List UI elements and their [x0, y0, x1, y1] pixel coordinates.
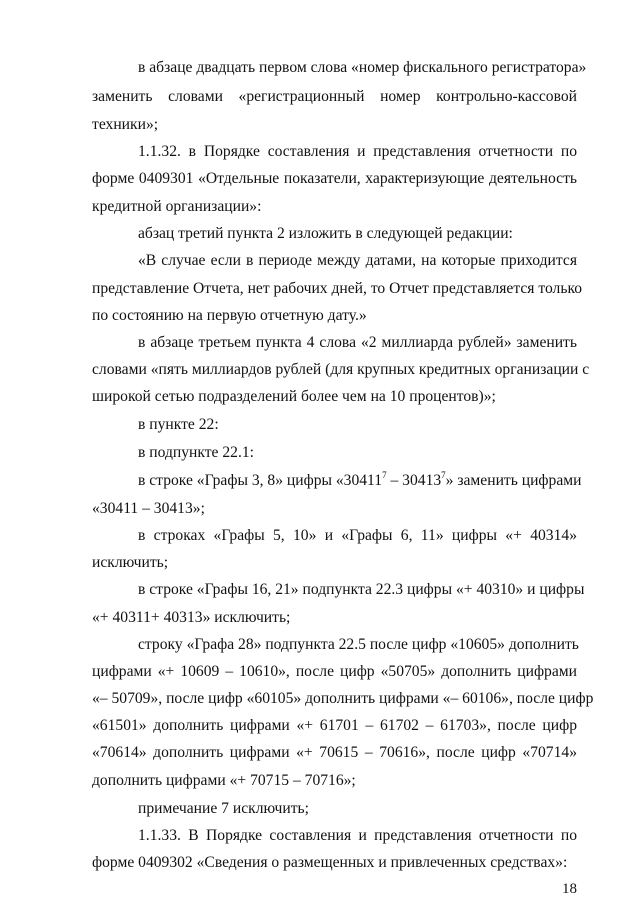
text-line: заменить словами «регистрационный номер контрольно-кассовой	[92, 88, 577, 105]
text-line-with-superscripts	[138, 469, 582, 491]
text-line: в абзаце двадцать первом слова «номер фискального регистратора»	[138, 59, 587, 76]
text-line: цифрами «+ 10609 – 10610», после цифр «50705» дополнить цифрами	[92, 663, 577, 680]
text-line: форме 0409302 «Сведения о размещенных и привлеченных средствах»:	[92, 854, 568, 871]
text-line: абзац третий пункта 2 изложить в следующей редакции:	[138, 225, 513, 242]
text-fragment: в строке «Графы 3, 8» цифры «30411	[138, 472, 383, 489]
superscript: 7	[382, 469, 387, 480]
text-line: «70614» дополнить цифрами «+ 70615 – 70616», после цифр «70714»	[92, 744, 577, 761]
text-line: в строке «Графы 16, 21» подпункта 22.3 цифры «+ 40310» и цифры	[138, 581, 585, 598]
text-line: 1.1.33. В Порядке составления и представления отчетности по	[138, 827, 577, 844]
text-line: в абзаце третьем пункта 4 слова «2 миллиарда рублей» заменить	[138, 334, 577, 351]
text-line: в подпункте 22.1:	[138, 444, 255, 461]
text-line: строку «Графа 28» подпункта 22.5 после цифр «10605» дополнить	[138, 636, 579, 653]
text-line: в пункте 22:	[138, 416, 219, 433]
text-line: широкой сетью подразделений более чем на 10 процентов)»;	[92, 388, 496, 405]
text-line: «– 50709», после цифр «60105» дополнить цифрами «– 60106», после цифр	[92, 690, 594, 707]
text-line: 1.1.32. в Порядке составления и представления отчетности по	[138, 143, 577, 160]
text-line: представление Отчета, нет рабочих дней, то Отчет представляется только	[92, 280, 583, 297]
text-line: «+ 40311+ 40313» исключить;	[92, 609, 291, 626]
page-number: 18	[562, 881, 577, 897]
superscript: 7	[441, 469, 446, 480]
text-line: примечание 7 исключить;	[138, 800, 309, 817]
text-line: кредитной организации»:	[92, 198, 262, 215]
text-line: исключить;	[92, 554, 169, 571]
text-line: дополнить цифрами «+ 70715 – 70716»;	[92, 772, 356, 789]
text-fragment: – 30413	[386, 472, 442, 489]
text-line: словами «пять миллиардов рублей (для крупных кредитных организации с	[92, 361, 590, 378]
text-line: «61501» дополнить цифрами «+ 61701 – 61702 – 61703», после цифр	[92, 717, 577, 734]
text-fragment: » заменить цифрами	[445, 472, 582, 489]
text-line: форме 0409301 «Отдельные показатели, характеризующие деятельность	[92, 170, 577, 187]
text-line: техники»;	[92, 116, 159, 133]
text-line: в строках «Графы 5, 10» и «Графы 6, 11» цифры «+ 40314»	[138, 527, 577, 544]
text-line: по состоянию на первую отчетную дату.»	[92, 307, 367, 324]
text-line: «30411 – 30413»;	[92, 500, 205, 517]
text-line: «В случае если в периоде между датами, на которые приходится	[138, 252, 577, 269]
